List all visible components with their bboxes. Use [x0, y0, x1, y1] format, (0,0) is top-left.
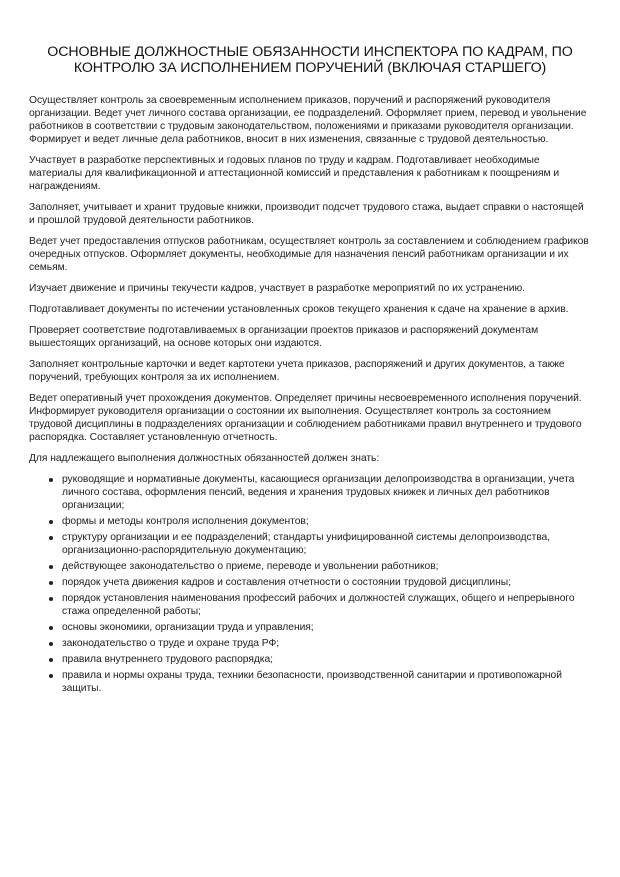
paragraph-control-and-personnel: Осуществляет контроль за своевременным исполнением приказов, поручений и распоряжений руководителя организации. Ведет учет личного состава организации, ее подразделений. Оформляет прием, перевод и увольнение работников в соответствии с трудовым законодательством, положениями и приказами руководителя организации. Формирует и ведет личные дела работников, вносит в них изменения, связанные с трудовой деятельностью. — [29, 95, 587, 145]
list-item — [49, 653, 591, 666]
bullet-icon — [49, 581, 53, 585]
list-item-text: правила и нормы охраны труда, техники безопасности, производственной санитарии и противопожарной защиты. — [62, 670, 562, 694]
paragraph-control-cards: Заполняет контрольные карточки и ведет картотеки учета приказов, распоряжений и других документов, а также поручений, требующих контроля за их исполнением. — [29, 359, 565, 383]
list-item-text: структуру организации и ее подразделений; стандарты унифицированной системы делопроизводства, организационно-распорядительную документацию; — [62, 532, 551, 556]
list-item — [49, 560, 591, 573]
paragraph-vacations-pensions: Ведет учет предоставления отпусков работникам, осуществляет контроль за составлением и соблюдением графиков очередных отпусков. Оформляет документы, необходимые для назначения пенсий работникам организации и их семьям. — [29, 236, 589, 273]
bullet-icon — [49, 674, 53, 678]
bullet-icon — [49, 536, 53, 540]
list-item-text: правила внутреннего трудового распорядка; — [62, 654, 273, 665]
paragraph-document-tracking: Ведет оперативный учет прохождения документов. Определяет причины несвоевременного исполнения поручений. Информирует руководителя организации о состоянии их выполнения. Осуществляет контроль за состоянием трудовой дисциплины в подразделениях организации и соблюдением работниками правил внутреннего и трудового распорядка. Составляет установленную отчетность. — [29, 393, 582, 443]
list-item — [49, 637, 591, 650]
list-item-text: порядок учета движения кадров и составления отчетности о состоянии трудовой дисциплины; — [62, 577, 511, 588]
paragraph-planning: Участвует в разработке перспективных и годовых планов по труду и кадрам. Подготавливает необходимые материалы для квалификационной и аттестационной комиссий и представления к работникам к поощрениям и награждениям. — [29, 155, 560, 192]
bullet-icon — [49, 478, 53, 482]
bullet-icon — [49, 658, 53, 662]
list-item — [49, 531, 591, 557]
paragraph-knowledge-intro: Для надлежащего выполнения должностных обязанностей должен знать: — [29, 453, 380, 464]
list-item — [49, 592, 591, 618]
paragraph-staff-turnover: Изучает движение и причины текучести кадров, участвует в разработке мероприятий по их устранению. — [29, 283, 525, 294]
bullet-icon — [49, 642, 53, 646]
paragraph-document-compliance: Проверяет соответствие подготавливаемых в организации проектов приказов и распоряжений документам вышестоящих организаций, на основе которых они издаются. — [29, 325, 539, 349]
list-item-text: законодательство о труде и охране труда РФ; — [62, 638, 280, 649]
document-title: ОСНОВНЫЕ ДОЛЖНОСТНЫЕ ОБЯЗАННОСТИ ИНСПЕКТОРА ПО КАДРАМ, ПО КОНТРОЛЮ ЗА ИСПОЛНЕНИЕМ ПОРУЧЕНИЙ (ВКЛЮЧАЯ СТАРШЕГО) — [47, 44, 573, 76]
list-item — [49, 621, 591, 634]
list-item-text: основы экономики, организации труда и управления; — [62, 622, 314, 633]
list-item — [49, 669, 591, 695]
list-item-text: руководящие и нормативные документы, касающиеся организации делопроизводства в организации, учета личного состава, оформления пенсий, ведения и хранения трудовых книжек и личных дел работников организации; — [62, 474, 575, 511]
list-item-text: формы и методы контроля исполнения документов; — [62, 516, 309, 527]
bullet-icon — [49, 520, 53, 524]
list-item — [49, 576, 591, 589]
bullet-icon — [49, 626, 53, 630]
list-item-text: порядок установления наименования профессий рабочих и должностей служащих, общего и непрерывного стажа определенной работы; — [62, 593, 575, 617]
list-item-text: действующее законодательство о приеме, переводе и увольнении работников; — [62, 561, 439, 572]
bullet-icon — [49, 597, 53, 601]
paragraph-archive: Подготавливает документы по истечении установленных сроков текущего хранения к сдаче на хранение в архив. — [29, 304, 569, 315]
paragraph-work-books: Заполняет, учитывает и хранит трудовые книжки, производит подсчет трудового стажа, выдает справки о настоящей и прошлой трудовой деятельности работников. — [29, 202, 584, 226]
bullet-icon — [49, 565, 53, 569]
list-item — [49, 515, 591, 528]
list-item — [49, 473, 591, 512]
knowledge-list — [29, 473, 591, 695]
